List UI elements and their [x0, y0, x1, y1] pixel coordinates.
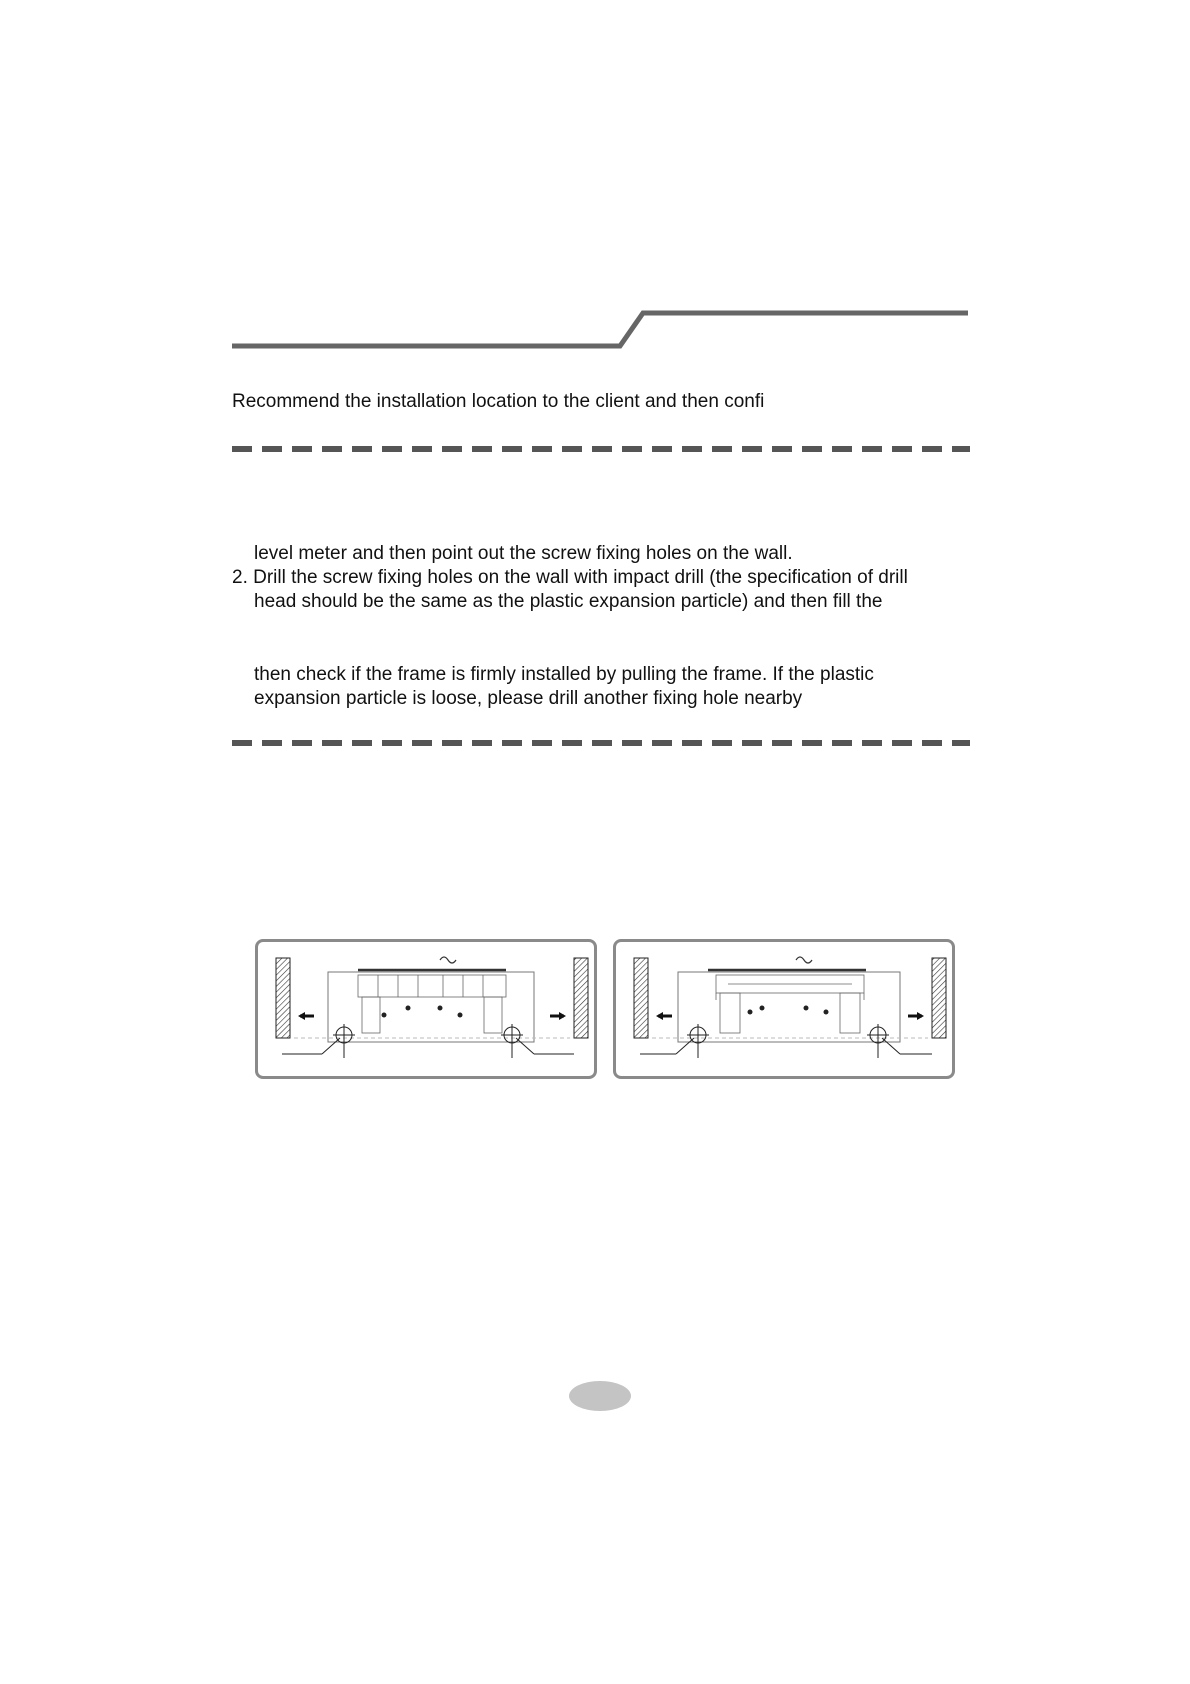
- left-arrow-icon: [298, 1012, 314, 1020]
- right-install-diagram: [613, 939, 955, 1079]
- left-wall: [276, 958, 290, 1038]
- right-fixing-hole-icon: [501, 1024, 574, 1058]
- mounting-plate: [716, 975, 864, 1033]
- step2-line1: 2. Drill the screw fixing holes on the wall with impact drill (the specification of drill: [232, 567, 908, 588]
- right-arrow-icon: [550, 1012, 566, 1020]
- level-meter-icon: [796, 957, 812, 963]
- step2-line4: expansion particle is loose, please drill another fixing hole nearby: [254, 688, 803, 709]
- left-fixing-hole-icon: [282, 1024, 355, 1058]
- intro-text: Recommend the installation location to the client and then confi: [232, 391, 765, 412]
- right-wall: [932, 958, 946, 1038]
- right-arrow-icon: [908, 1012, 924, 1020]
- left-fixing-hole-icon: [640, 1024, 709, 1058]
- left-arrow-icon: [656, 1012, 672, 1020]
- screw-icons: [748, 1006, 829, 1015]
- left-wall: [634, 958, 648, 1038]
- step2-line2: head should be the same as the plastic expansion particle) and then fill the: [254, 591, 883, 612]
- step2-line3: then check if the frame is firmly installed by pulling the frame. If the plastic: [254, 664, 874, 685]
- right-wall: [574, 958, 588, 1038]
- mounting-plate: [358, 975, 506, 1033]
- page-number-badge: [569, 1381, 631, 1411]
- level-meter-icon: [440, 957, 456, 963]
- dashed-divider-top: [232, 446, 970, 452]
- left-install-diagram: [255, 939, 597, 1079]
- screw-icons: [382, 1006, 463, 1018]
- header-rule: [0, 0, 1190, 360]
- step1-tail-text: level meter and then point out the screw fixing holes on the wall.: [254, 543, 793, 564]
- dashed-divider-bottom: [232, 740, 970, 746]
